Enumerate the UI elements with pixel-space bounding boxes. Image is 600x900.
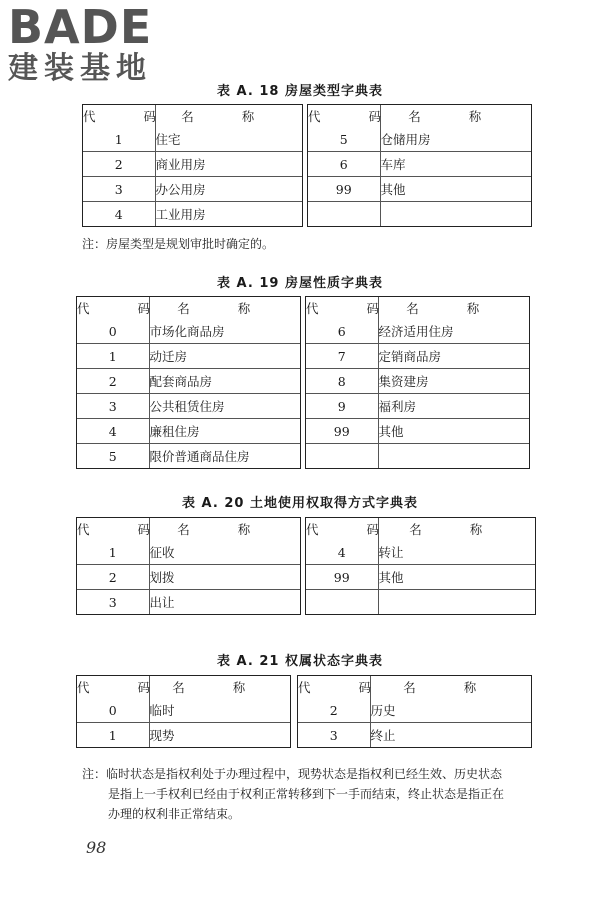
name-cell: 商业用房 — [155, 152, 302, 177]
header-name: 名 称 — [378, 518, 535, 540]
table-a18-note: 注：房屋类型是规划审批时确定的。 — [82, 237, 275, 251]
header-code: 代 码 — [77, 297, 149, 319]
name-cell: 终止 — [370, 723, 531, 748]
name-cell: 临时 — [149, 698, 290, 723]
header-code: 代 码 — [308, 105, 380, 127]
code-cell: 4 — [306, 540, 378, 565]
table-row — [306, 319, 529, 344]
name-cell: 划拨 — [149, 565, 300, 590]
table-row — [83, 152, 302, 177]
name-cell: 办公用房 — [155, 177, 302, 202]
header-name: 名 称 — [149, 518, 300, 540]
header-name: 名 称 — [380, 105, 531, 127]
table-row — [77, 444, 300, 469]
table-row — [83, 127, 302, 152]
table-a18-left — [82, 104, 303, 227]
table-row — [308, 127, 531, 152]
table-a20-left — [76, 517, 301, 615]
table-row — [306, 394, 529, 419]
header-code: 代 码 — [83, 105, 155, 127]
code-cell: 6 — [306, 319, 378, 344]
table-row — [77, 394, 300, 419]
note-line: 是指上一手权利已经由于权利正常转移到下一手而结束，终止状态是指正在 — [108, 787, 505, 801]
name-cell: 其他 — [378, 565, 535, 590]
table-a18 — [82, 104, 532, 227]
name-cell: 住宅 — [155, 127, 302, 152]
table-a19 — [76, 296, 530, 469]
table-a18-caption: 表 A. 18 房屋类型字典表 — [217, 84, 383, 99]
name-cell — [378, 444, 529, 469]
code-cell: 0 — [77, 698, 149, 723]
table-row — [77, 369, 300, 394]
header-name: 名 称 — [149, 297, 300, 319]
name-cell: 征收 — [149, 540, 300, 565]
name-cell: 车库 — [380, 152, 531, 177]
table-header-row — [83, 105, 302, 127]
header-name: 名 称 — [155, 105, 302, 127]
note-line: 注：临时状态是指权利处于办理过程中，现势状态是指权利已经生效、历史状态 — [82, 767, 503, 781]
name-cell: 现势 — [149, 723, 290, 748]
logo-text-en: BADE — [8, 0, 153, 54]
code-cell: 8 — [306, 369, 378, 394]
table-a21-left — [76, 675, 291, 748]
code-cell: 99 — [306, 419, 378, 444]
header-code: 代 码 — [306, 518, 378, 540]
table-row — [298, 698, 531, 723]
name-cell: 工业用房 — [155, 202, 302, 227]
table-a21-caption: 表 A. 21 权属状态字典表 — [217, 654, 383, 669]
table-row — [306, 540, 535, 565]
code-cell: 99 — [306, 565, 378, 590]
code-cell: 2 — [83, 152, 155, 177]
table-header-row — [298, 676, 531, 698]
table-row — [306, 369, 529, 394]
table-row — [306, 590, 535, 615]
bade-logo — [8, 0, 178, 90]
table-header-row — [306, 297, 529, 319]
name-cell — [380, 202, 531, 227]
code-cell: 9 — [306, 394, 378, 419]
code-cell: 4 — [77, 419, 149, 444]
table-a18-right — [307, 104, 532, 227]
table-row — [77, 344, 300, 369]
table-row — [77, 319, 300, 344]
table-row — [306, 419, 529, 444]
name-cell — [378, 590, 535, 615]
name-cell: 公共租赁住房 — [149, 394, 300, 419]
header-name: 名 称 — [149, 676, 290, 698]
header-code: 代 码 — [77, 518, 149, 540]
name-cell: 出让 — [149, 590, 300, 615]
code-cell: 3 — [298, 723, 370, 748]
code-cell — [306, 444, 378, 469]
table-a20 — [76, 517, 536, 615]
name-cell: 福利房 — [378, 394, 529, 419]
page-number: 98 — [86, 838, 107, 857]
table-row — [77, 419, 300, 444]
code-cell: 6 — [308, 152, 380, 177]
code-cell: 99 — [308, 177, 380, 202]
table-row — [83, 202, 302, 227]
table-header-row — [77, 297, 300, 319]
code-cell: 5 — [308, 127, 380, 152]
table-a19-left — [76, 296, 301, 469]
name-cell: 廉租住房 — [149, 419, 300, 444]
code-cell: 0 — [77, 319, 149, 344]
table-a20-right — [305, 517, 536, 615]
code-cell: 3 — [83, 177, 155, 202]
code-cell: 1 — [83, 127, 155, 152]
table-row — [77, 723, 290, 748]
name-cell: 历史 — [370, 698, 531, 723]
table-row — [77, 590, 300, 615]
table-header-row — [77, 676, 290, 698]
table-header-row — [306, 518, 535, 540]
note-line: 办理的权利非正常结束。 — [108, 807, 241, 821]
table-row — [83, 177, 302, 202]
name-cell: 转让 — [378, 540, 535, 565]
table-row — [308, 202, 531, 227]
table-a20-caption: 表 A. 20 土地使用权取得方式字典表 — [182, 496, 418, 511]
name-cell: 其他 — [380, 177, 531, 202]
code-cell: 2 — [77, 565, 149, 590]
table-row — [306, 344, 529, 369]
code-cell: 7 — [306, 344, 378, 369]
table-row — [308, 152, 531, 177]
name-cell: 集资建房 — [378, 369, 529, 394]
name-cell: 限价普通商品住房 — [149, 444, 300, 469]
name-cell: 仓储用房 — [380, 127, 531, 152]
code-cell: 3 — [77, 590, 149, 615]
code-cell: 2 — [298, 698, 370, 723]
code-cell: 5 — [77, 444, 149, 469]
table-a21 — [76, 675, 532, 748]
code-cell — [306, 590, 378, 615]
table-row — [306, 444, 529, 469]
header-code: 代 码 — [306, 297, 378, 319]
code-cell — [308, 202, 380, 227]
table-a21-right — [297, 675, 532, 748]
code-cell: 1 — [77, 540, 149, 565]
table-a19-right — [305, 296, 530, 469]
name-cell: 其他 — [378, 419, 529, 444]
table-row — [306, 565, 535, 590]
table-a19-caption: 表 A. 19 房屋性质字典表 — [217, 276, 383, 291]
table-header-row — [77, 518, 300, 540]
name-cell: 定销商品房 — [378, 344, 529, 369]
table-row — [77, 565, 300, 590]
name-cell: 市场化商品房 — [149, 319, 300, 344]
name-cell: 动迁房 — [149, 344, 300, 369]
code-cell: 2 — [77, 369, 149, 394]
table-row — [77, 540, 300, 565]
logo-text-cn: 建装基地 — [8, 51, 152, 86]
header-code: 代 码 — [77, 676, 149, 698]
code-cell: 3 — [77, 394, 149, 419]
header-code: 代 码 — [298, 676, 370, 698]
code-cell: 1 — [77, 723, 149, 748]
table-row — [77, 698, 290, 723]
table-row — [298, 723, 531, 748]
code-cell: 1 — [77, 344, 149, 369]
name-cell: 配套商品房 — [149, 369, 300, 394]
table-a21-note — [82, 764, 572, 824]
table-row — [308, 177, 531, 202]
header-name: 名 称 — [370, 676, 531, 698]
name-cell: 经济适用住房 — [378, 319, 529, 344]
header-name: 名 称 — [378, 297, 529, 319]
table-header-row — [308, 105, 531, 127]
code-cell: 4 — [83, 202, 155, 227]
